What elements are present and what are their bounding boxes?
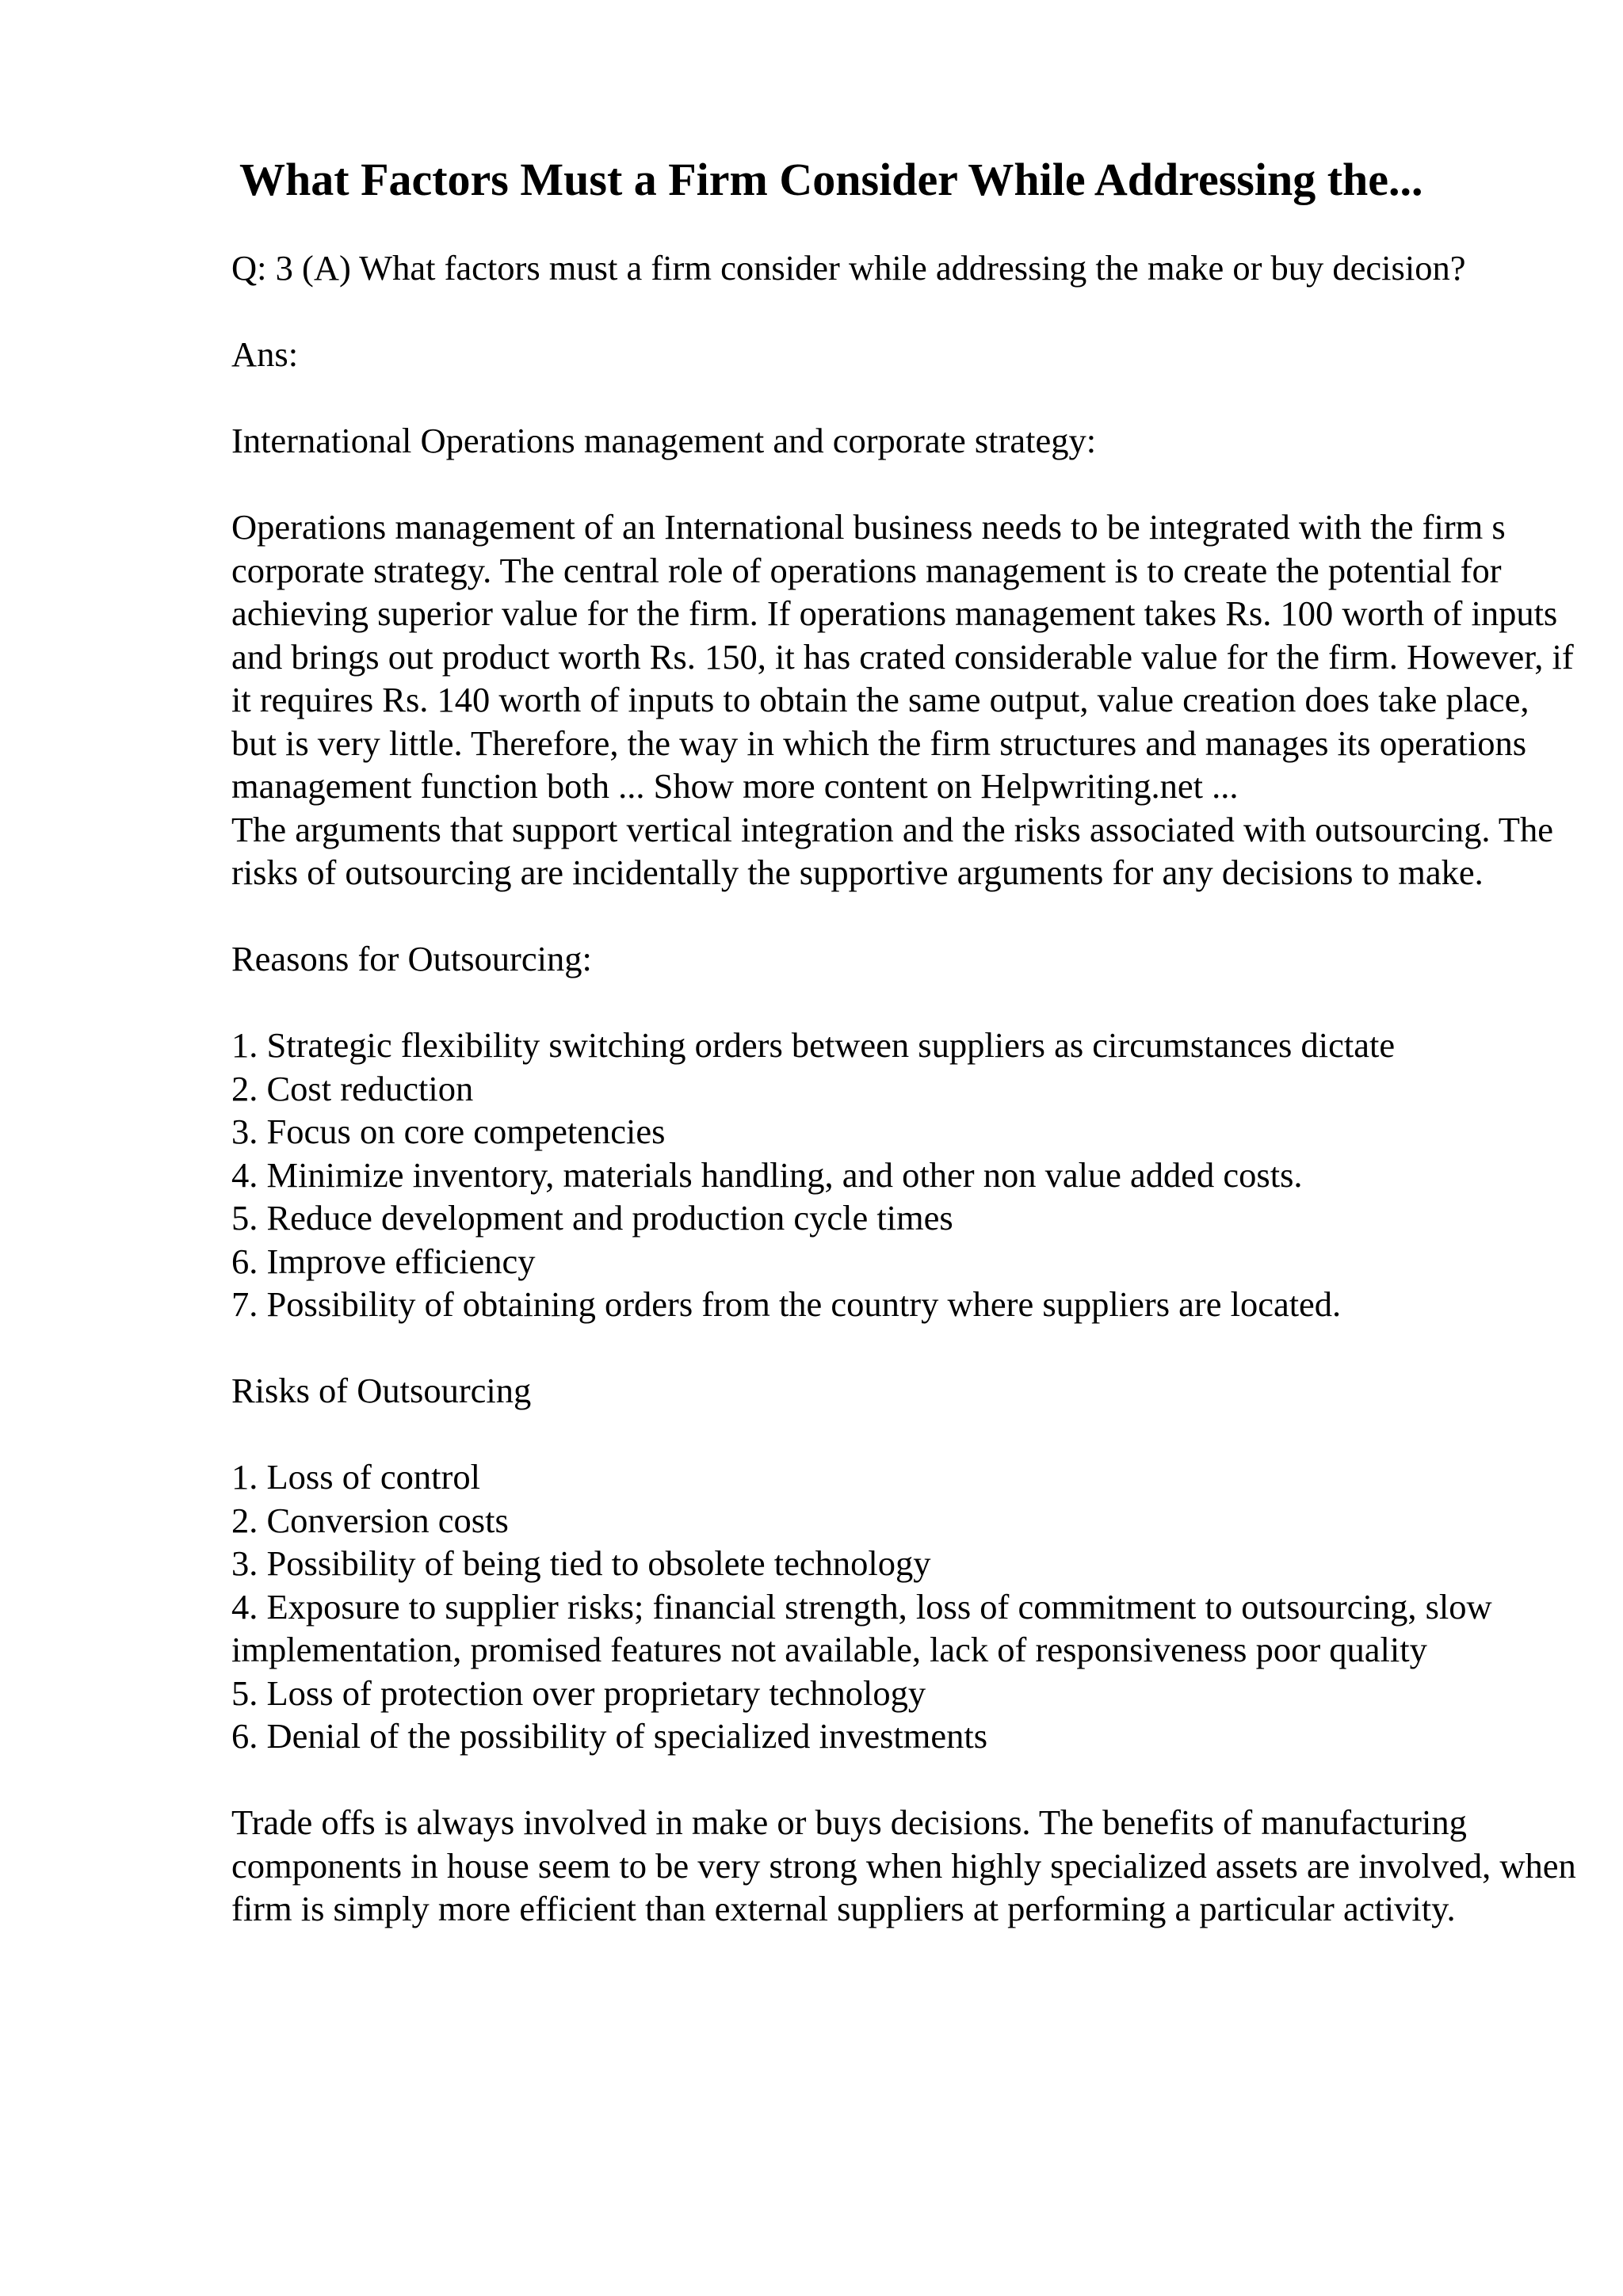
- document-title: What Factors Must a Firm Consider While Addressing the...: [239, 154, 1423, 205]
- body-paragraph: Operations management of an International business needs to be integrated with the firm s corporate strategy. The central role of operations management is to create the potential for achieving superior value for the firm. If operations management takes Rs. 100 worth of inputs and brings out product worth Rs. 150, it has crated considerable value for the firm. However, if it requires Rs. 140 worth of inputs to obtain the same output, value creation does take place, but is very little. Therefore, the way in which the firm structures and manages its operations management function both ... Show more content on Helpwriting.net ...: [231, 507, 1574, 806]
- conclusion-paragraph: Trade offs is always involved in make or buys decisions. The benefits of manufacturing components in house seem to be very strong when highly specialized assets are involved, when firm is simply more efficient than external suppliers at performing a particular activity.: [231, 1802, 1576, 1928]
- question-text: Q: 3 (A) What factors must a firm consider while addressing the make or buy decision?: [231, 248, 1466, 288]
- reasons-list: [231, 1024, 1579, 1326]
- section-heading: International Operations management and corporate strategy:: [231, 421, 1097, 460]
- list-item: 5. Reduce development and production cycle times: [231, 1198, 953, 1238]
- list-item: 4. Minimize inventory, materials handling, and other non value added costs.: [231, 1154, 1303, 1195]
- risks-list: [231, 1455, 1579, 1758]
- list-item: 1. Loss of control: [231, 1457, 480, 1497]
- list-item: 4. Exposure to supplier risks; financial strength, loss of commitment to outsourcing, slow implementation, promised features not available, lack of responsiveness poor quality: [231, 1586, 1492, 1669]
- answer-label: Ans:: [231, 334, 299, 374]
- list-item: 1. Strategic flexibility switching orders between suppliers as circumstances dictate: [231, 1025, 1396, 1065]
- reasons-heading: Reasons for Outsourcing:: [231, 939, 592, 978]
- list-item: 2. Conversion costs: [231, 1500, 509, 1540]
- list-item: 5. Loss of protection over proprietary technology: [231, 1672, 926, 1713]
- list-item: 3. Focus on core competencies: [231, 1112, 666, 1151]
- list-item: 6. Improve efficiency: [231, 1241, 536, 1281]
- document-body: [231, 246, 1579, 1974]
- list-item: 2. Cost reduction: [231, 1068, 474, 1108]
- risks-heading: Risks of Outsourcing: [231, 1371, 532, 1410]
- list-item: 7. Possibility of obtaining orders from the country where suppliers are located.: [231, 1284, 1342, 1324]
- list-item: 3. Possibility of being tied to obsolete technology: [231, 1543, 931, 1583]
- list-item: 6. Denial of the possibility of specialized investments: [231, 1716, 988, 1756]
- body-paragraph: The arguments that support vertical integration and the risks associated with outsourcing. The risks of outsourcing are incidentally the supportive arguments for any decisions to make.: [231, 809, 1553, 892]
